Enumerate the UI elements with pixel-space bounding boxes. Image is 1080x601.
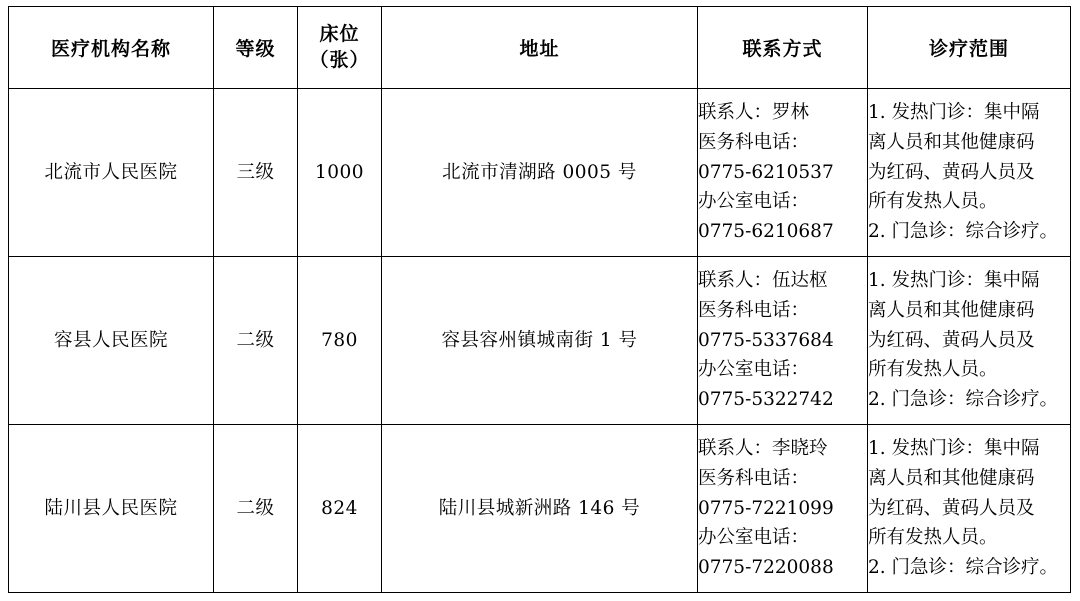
cell-hospital-name: 容县人民医院 xyxy=(9,257,214,425)
scope-line: 1. 发热门诊：集中隔 xyxy=(868,101,1040,123)
contact-line: 办公室电话： xyxy=(698,527,810,549)
scope-line: 离人员和其他健康码 xyxy=(868,131,1035,153)
contact-line: 0775-5322742 xyxy=(698,389,834,411)
column-header-contact: 联系方式 xyxy=(698,7,868,89)
column-header-address: 地址 xyxy=(382,7,698,89)
cell-level: 三级 xyxy=(214,89,298,257)
cell-contact xyxy=(698,425,868,593)
cell-address: 容县容州镇城南街 1 号 xyxy=(382,257,698,425)
scope-line: 2. 门急诊：综合诊疗。 xyxy=(868,389,1059,411)
document-page xyxy=(0,6,1080,601)
cell-beds: 824 xyxy=(298,425,382,593)
scope-line: 为红码、黄码人员及 xyxy=(868,161,1035,183)
table-row xyxy=(9,425,1071,593)
column-header-scope: 诊疗范围 xyxy=(868,7,1071,89)
scope-line: 为红码、黄码人员及 xyxy=(868,329,1035,351)
table-row xyxy=(9,257,1071,425)
cell-level: 二级 xyxy=(214,257,298,425)
contact-line: 办公室电话： xyxy=(698,359,810,381)
scope-line: 所有发热人员。 xyxy=(868,359,998,381)
cell-contact xyxy=(698,257,868,425)
contact-line: 0775-6210537 xyxy=(698,161,834,183)
contact-line: 0775-7220088 xyxy=(698,557,834,579)
scope-line: 1. 发热门诊：集中隔 xyxy=(868,437,1040,459)
column-header-level: 等级 xyxy=(214,7,298,89)
table-body xyxy=(9,89,1071,593)
column-header-beds xyxy=(298,7,382,89)
contact-line: 0775-6210687 xyxy=(698,221,834,243)
scope-line: 为红码、黄码人员及 xyxy=(868,497,1035,519)
scope-line: 所有发热人员。 xyxy=(868,527,998,549)
table-header xyxy=(9,7,1071,89)
contact-line: 0775-5337684 xyxy=(698,329,834,351)
scope-line: 1. 发热门诊：集中隔 xyxy=(868,269,1040,291)
cell-beds: 780 xyxy=(298,257,382,425)
cell-address: 北流市清湖路 0005 号 xyxy=(382,89,698,257)
scope-line: 2. 门急诊：综合诊疗。 xyxy=(868,221,1059,243)
scope-line: 所有发热人员。 xyxy=(868,191,998,213)
contact-line: 医务科电话： xyxy=(698,131,810,153)
cell-address: 陆川县城新洲路 146 号 xyxy=(382,425,698,593)
table-row xyxy=(9,89,1071,257)
column-header-beds-line1: 床位 xyxy=(319,22,360,45)
hospital-table xyxy=(8,6,1071,593)
contact-line: 医务科电话： xyxy=(698,467,810,489)
cell-scope xyxy=(868,89,1071,257)
header-row xyxy=(9,7,1071,89)
scope-line: 2. 门急诊：综合诊疗。 xyxy=(868,557,1059,579)
cell-level: 二级 xyxy=(214,425,298,593)
cell-contact xyxy=(698,89,868,257)
column-header-beds-line2: （张） xyxy=(309,48,370,71)
cell-hospital-name: 陆川县人民医院 xyxy=(9,425,214,593)
cell-scope xyxy=(868,425,1071,593)
scope-line: 离人员和其他健康码 xyxy=(868,467,1035,489)
contact-line: 联系人：罗林 xyxy=(698,101,810,123)
cell-beds: 1000 xyxy=(298,89,382,257)
contact-line: 办公室电话： xyxy=(698,191,810,213)
column-header-name: 医疗机构名称 xyxy=(9,7,214,89)
scope-line: 离人员和其他健康码 xyxy=(868,299,1035,321)
cell-hospital-name: 北流市人民医院 xyxy=(9,89,214,257)
cell-scope xyxy=(868,257,1071,425)
contact-line: 联系人：李晓玲 xyxy=(698,437,828,459)
contact-line: 医务科电话： xyxy=(698,299,810,321)
contact-line: 0775-7221099 xyxy=(698,497,834,519)
contact-line: 联系人：伍达枢 xyxy=(698,269,828,291)
